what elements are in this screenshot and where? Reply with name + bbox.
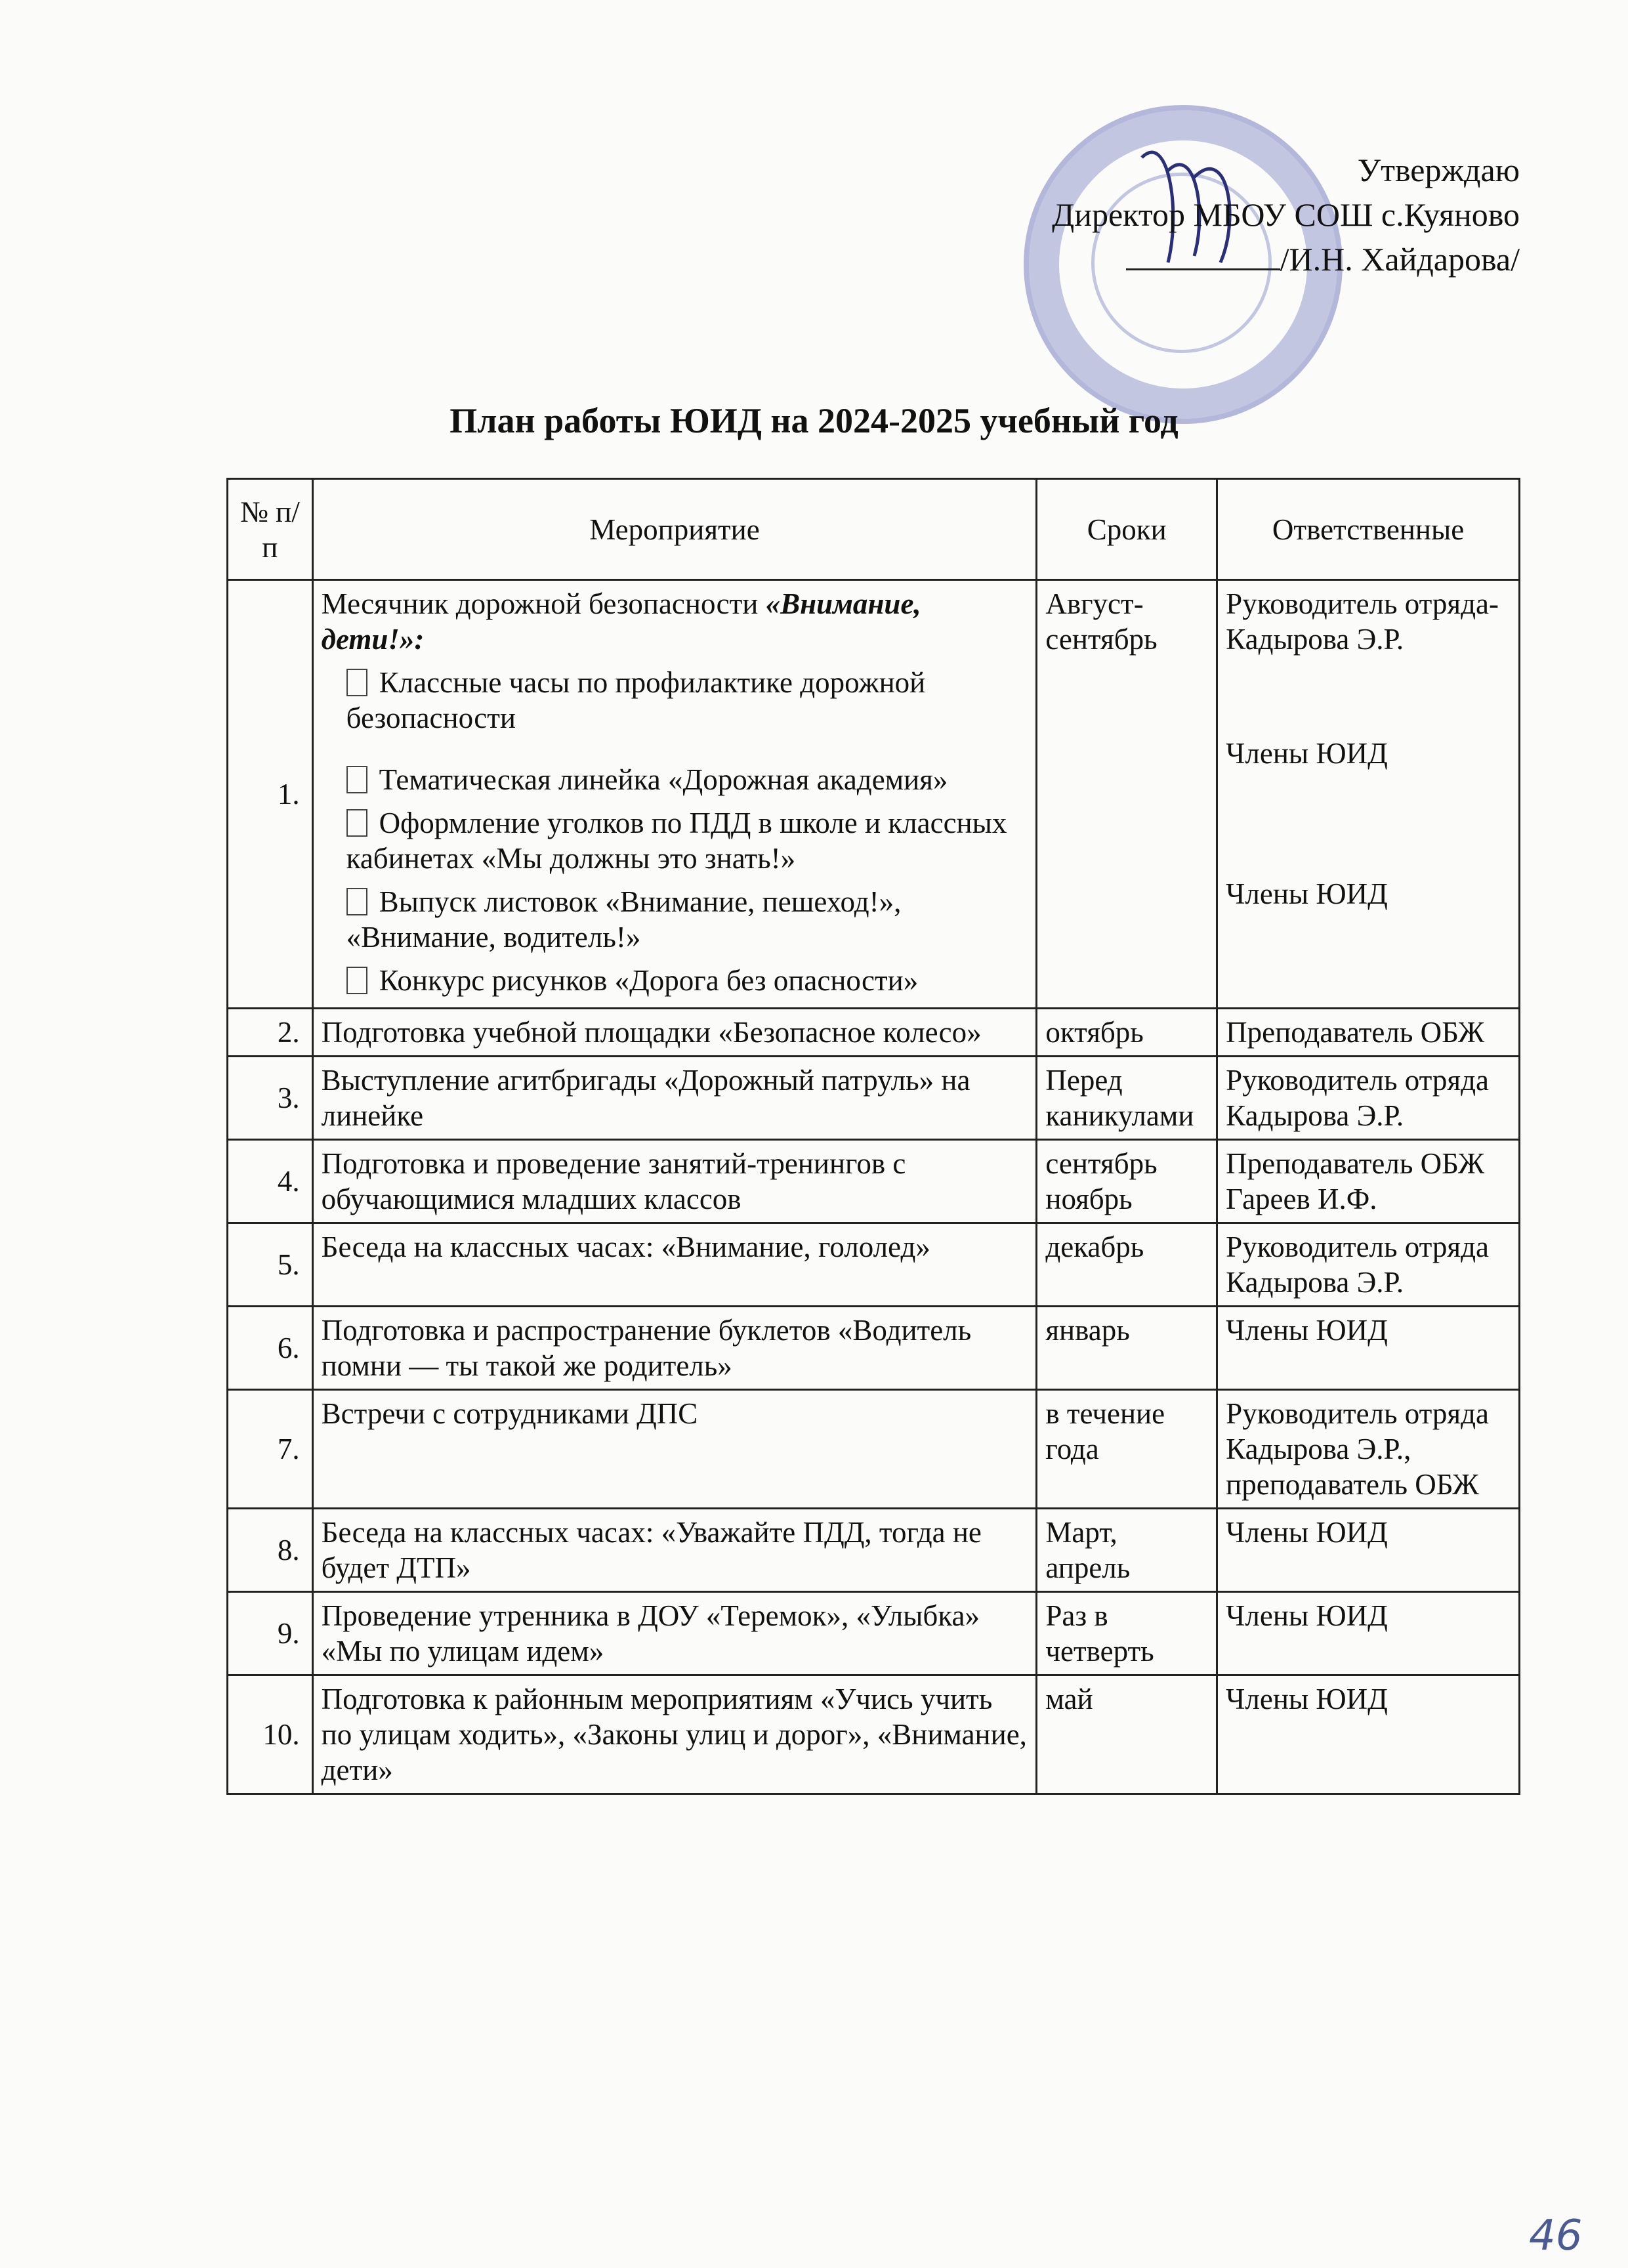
row-term: сентябрь ноябрь (1037, 1140, 1217, 1223)
row-num: 1. (228, 580, 313, 1009)
row-num: 3. (228, 1057, 313, 1140)
event-subitem (322, 963, 1028, 998)
row-term: октябрь (1037, 1009, 1217, 1057)
page-number: 46 (1529, 2212, 1583, 2260)
row-num: 6. (228, 1307, 313, 1390)
row-term: Перед каникулами (1037, 1057, 1217, 1140)
subitem-text: Классные часы по профилактике дорожной безопасности (346, 666, 926, 734)
subitem-text: Оформление уголков по ПДД в школе и классных кабинетах «Мы должны это знать!» (346, 807, 1007, 875)
subitem-text: Выпуск листовок «Внимание, пешеход!», «Внимание, водитель!» (346, 885, 902, 954)
row-term: декабрь (1037, 1223, 1217, 1307)
signature-line (1126, 242, 1280, 270)
header-event: Мероприятие (312, 479, 1037, 580)
bullet-box-icon (346, 967, 367, 994)
row-event: Беседа на классных часах: «Уважайте ПДД, тогда не будет ДТП» (312, 1509, 1037, 1592)
row-term: Раз в четверть (1037, 1592, 1217, 1675)
header-term: Сроки (1037, 479, 1217, 580)
row-num: 9. (228, 1592, 313, 1675)
row-event: Подготовка учебной площадки «Безопасное колесо» (312, 1009, 1037, 1057)
event-intro-emphasis: «Внимание, дети!»: (321, 587, 921, 656)
subitem-text: Тематическая линейка «Дорожная академия» (379, 763, 948, 796)
table-row (228, 1140, 1520, 1223)
event-subitem (322, 665, 1028, 736)
row-resp: Преподаватель ОБЖ Гареев И.Ф. (1217, 1140, 1520, 1223)
row-resp: Руководитель отряда Кадырова Э.Р., преподаватель ОБЖ (1217, 1390, 1520, 1509)
row-term: в течение года (1037, 1390, 1217, 1509)
director-name: /И.Н. Хайдарова/ (1280, 241, 1520, 278)
event-subitem (322, 762, 1028, 797)
row-num: 4. (228, 1140, 313, 1223)
table-row (228, 1509, 1520, 1592)
header-resp: Ответственные (1217, 479, 1520, 580)
row-num: 7. (228, 1390, 313, 1509)
event-intro-text: Месячник дорожной безопасности (321, 587, 766, 620)
table-row (228, 580, 1520, 1009)
table-row (228, 1675, 1520, 1794)
row-num: 2. (228, 1009, 313, 1057)
row-term: май (1037, 1675, 1217, 1794)
bullet-box-icon (346, 809, 367, 837)
table-header-row (228, 479, 1520, 580)
director-title: Директор МБОУ СОШ с.Куяново (1052, 196, 1520, 233)
director-name-line (1052, 237, 1520, 282)
row-resp (1217, 580, 1520, 1009)
row-term: январь (1037, 1307, 1217, 1390)
event-intro (322, 586, 1028, 657)
bullet-box-icon (346, 669, 367, 696)
approval-block (1052, 148, 1520, 282)
plan-table (226, 478, 1520, 1795)
row-num: 5. (228, 1223, 313, 1307)
resp-text: Руководитель отряда-Кадырова Э.Р. (1226, 587, 1499, 656)
row-event (312, 580, 1037, 1009)
row-event: Проведение утренника в ДОУ «Теремок», «Улыбка» «Мы по улицам идем» (312, 1592, 1037, 1675)
row-num: 10. (228, 1675, 313, 1794)
row-event: Беседа на классных часах: «Внимание, гололед» (312, 1223, 1037, 1307)
subitem-text: Конкурс рисунков «Дорога без опасности» (379, 964, 919, 997)
resp-text: Члены ЮИД (1226, 877, 1388, 910)
row-resp: Руководитель отряда Кадырова Э.Р. (1217, 1057, 1520, 1140)
row-event: Подготовка к районным мероприятиям «Учись учить по улицам ходить», «Законы улиц и дорог», «Внимание, дети» (312, 1675, 1037, 1794)
row-resp: Руководитель отряда Кадырова Э.Р. (1217, 1223, 1520, 1307)
bullet-box-icon (346, 766, 367, 793)
bullet-box-icon (346, 888, 367, 915)
event-subitem (322, 884, 1028, 955)
table-row (228, 1009, 1520, 1057)
table-row (228, 1390, 1520, 1509)
row-num: 8. (228, 1509, 313, 1592)
row-resp: Члены ЮИД (1217, 1509, 1520, 1592)
table-row (228, 1223, 1520, 1307)
row-event: Встречи с сотрудниками ДПС (312, 1390, 1037, 1509)
table-row (228, 1592, 1520, 1675)
row-event: Выступление агитбригады «Дорожный патруль» на линейке (312, 1057, 1037, 1140)
table-row (228, 1307, 1520, 1390)
row-resp: Члены ЮИД (1217, 1307, 1520, 1390)
resp-text: Члены ЮИД (1226, 737, 1388, 770)
row-term: Август-сентябрь (1037, 580, 1217, 1009)
table-row (228, 1057, 1520, 1140)
row-term: Март, апрель (1037, 1509, 1217, 1592)
row-resp: Члены ЮИД (1217, 1675, 1520, 1794)
approval-word: Утверждаю (1357, 152, 1520, 188)
header-num: № п/п (228, 479, 313, 580)
row-resp: Члены ЮИД (1217, 1592, 1520, 1675)
row-event: Подготовка и распространение буклетов «Водитель помни — ты такой же родитель» (312, 1307, 1037, 1390)
page-title: План работы ЮИД на 2024-2025 учебный год (449, 401, 1179, 440)
row-resp: Преподаватель ОБЖ (1217, 1009, 1520, 1057)
row-event: Подготовка и проведение занятий-тренингов с обучающимися младших классов (312, 1140, 1037, 1223)
event-subitem (322, 805, 1028, 876)
